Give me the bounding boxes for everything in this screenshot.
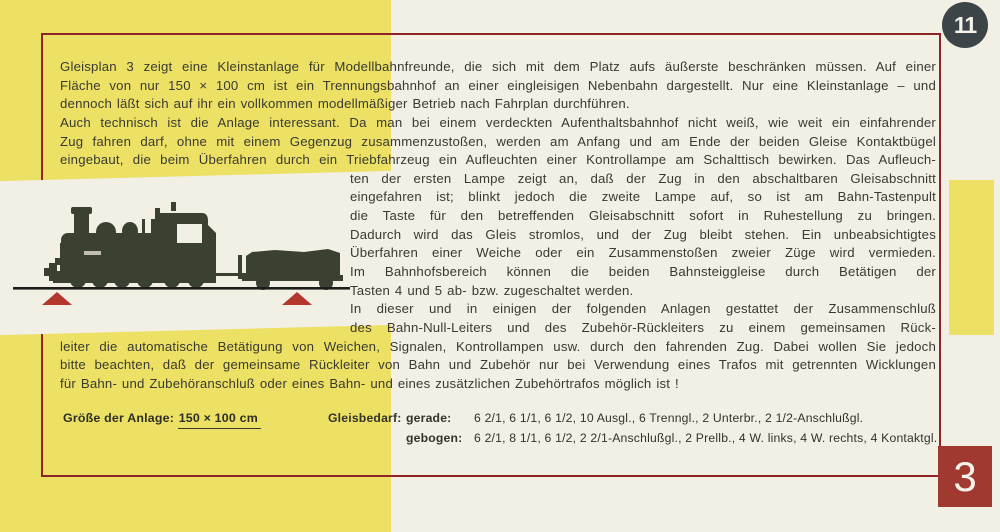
straight-track-values: 6 2/1, 6 1/1, 6 1/2, 10 Ausgl., 6 Trenngl., 2 Unterbr., 2 1/2-Anschlußgl.	[474, 411, 864, 425]
page-number-badge	[942, 2, 988, 48]
body-line: dennoch läßt sich auf ihr ein vollkommen modellmäßiger Betrieb nach Fahrplan durchführen.	[60, 96, 630, 112]
track-requirements-label: Gleisbedarf:	[328, 411, 402, 425]
body-line: die Taste für den betreffenden Gleisabschnitt sofort in Ruhestellung zu bringen.	[350, 208, 936, 224]
body-line: Überfahren einer Weiche oder ein Zusammenstoßen zweier Züge wird vermieden.	[350, 245, 936, 261]
plan-number: 3	[953, 452, 977, 500]
body-line: bitte beachten, daß der gemeinsame Rückleiter von Bahn und Zubehör nur bei Verwendung eines Trafos mit getrennten Wicklungen	[60, 357, 936, 373]
body-line: eingebaut, die beim Überfahren durch ein Triebfahrzeug ein Aufleuchten einer Kontrollampe am Schalttisch bewirken. Das Aufleuch-	[60, 152, 936, 168]
yellow-margin-strip	[949, 180, 994, 335]
body-line: Auch technisch ist die Anlage interessant. Da man bei einem verdeckten Aufenthaltsbahnhof nicht weiß, wie weit ein einfahrender	[60, 114, 936, 130]
page-number: 11	[953, 11, 977, 38]
body-line: In dieser und in einigen der folgenden Anlagen gestattet der Zusammenschluß	[350, 301, 936, 317]
layout-size	[63, 411, 261, 425]
curved-track-values: 6 2/1, 8 1/1, 6 1/2, 2 2/1-Anschlußgl., 2 Prellb., 4 W. links, 4 W. rechts, 4 Kontaktgl.	[474, 431, 938, 445]
body-line: für Bahn- und Zubehöranschluß oder eines Bahn- und eines zusätzlichen Zubehörtrafos möglich ist !	[60, 375, 679, 391]
body-line: Dadurch wird das Gleis stromlos, und der Zug bleibt stehen. Ein unbeabsichtigtes	[350, 226, 936, 242]
body-line: Gleisplan 3 zeigt eine Kleinstanlage für Modellbahnfreunde, die sich mit dem Platz aufs äußerste beschränken müssen. Auf einer	[60, 59, 936, 74]
body-line: eingefahren ist; blinkt jedoch die zweite Lampe auf, so ist am Bahn-Tastenpult	[350, 189, 936, 205]
straight-track-label: gerade:	[406, 411, 452, 425]
plan-number-badge	[938, 446, 992, 507]
body-line: leiter die automatische Betätigung von Weichen, Signalen, Kontrollampen usw. durch den fahrenden Zug. Dabei wollen Sie jedoch	[60, 338, 936, 354]
layout-size-label: Größe der Anlage:	[63, 411, 175, 425]
body-line: Zug fahren darf, ohne mit einem Gegenzug zusammenzustoßen, werden am Anfang und am Ende der beiden Gleise Kontaktbügel	[60, 133, 936, 149]
body-text	[60, 58, 936, 394]
body-line: ten der ersten Lampe zeigt an, daß der Zug in den abschaltbaren Gleisabschnitt	[350, 170, 936, 186]
body-line: Im Bahnhofsbereich können die beiden Bahnsteiggleise durch Betätigen der	[350, 264, 936, 280]
body-line: Fläche von nur 150 × 100 cm ist ein Trennungsbahnhof an einer eingleisigen Nebenbahn dargestellt. Nur eine Kleinstanlage – und	[60, 77, 936, 93]
curved-track-label: gebogen:	[406, 431, 463, 445]
body-line: Tasten 4 und 5 ab- bzw. zugeschaltet werden.	[350, 282, 634, 298]
track-requirements	[328, 411, 937, 451]
layout-size-value: 150 × 100 cm	[178, 411, 261, 429]
body-line: des Bahn-Null-Leiters und des Zubehör-Rückleiters zu einem gemeinsamen Rück-	[350, 319, 936, 335]
